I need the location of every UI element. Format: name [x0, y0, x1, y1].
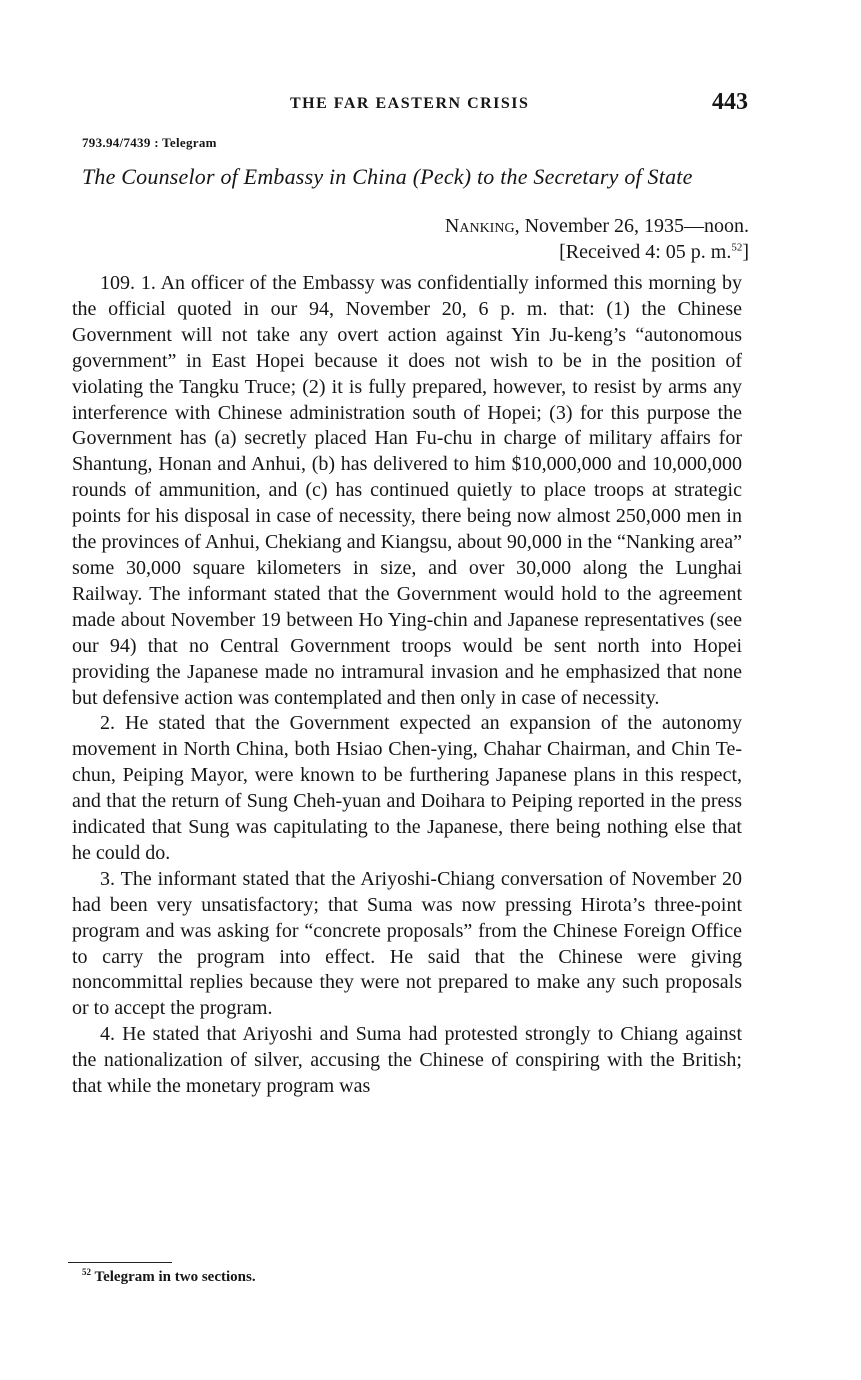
dateline-place: Nanking — [444, 215, 515, 237]
paragraph-3: 3. The informant stated that the Ariyoshi-Chiang conversation of November 20 had been very unsatisfactory; that Suma was now pressing Hirota’s three-point program and was asking for “concrete proposals” from the Chinese Foreign Office to carry the program into effect. He said that the Chinese were giving noncommittal replies because they were not prepared to make any such proposals or to accept the program. — [72, 867, 742, 1020]
paragraph-2: 2. He stated that the Government expected an expansion of the autonomy movement in North China, both Hsiao Chen-ying, Chahar Chairman, and Chin Te-chun, Peiping Mayor, were known to be furthering Japanese plans in this respect, and that the return of Sung Cheh-yuan and Doihara to Peiping reported in the press indicated that Sung was capitulating to the Japanese, there being nothing else that he could do. — [72, 712, 742, 864]
footnote — [82, 1269, 256, 1286]
dateline-place-date — [445, 213, 749, 239]
telegram-body — [72, 271, 742, 1100]
document-heading: The Counselor of Embassy in China (Peck) to the Secretary of State — [82, 164, 693, 189]
received-close: ] — [742, 241, 749, 263]
running-head — [0, 89, 861, 122]
footnote-divider — [68, 1262, 172, 1263]
footnote-text: Telegram in two sections. — [91, 1269, 256, 1285]
file-number: 793.94/7439 : Telegram — [82, 135, 217, 150]
received-text: [Received 4: 05 p. m. — [559, 241, 732, 263]
page-number: 443 — [712, 89, 748, 115]
running-title: THE FAR EASTERN CRISIS — [290, 95, 530, 112]
dateline-received — [445, 239, 749, 265]
footnote-marker: 52 — [731, 241, 743, 254]
dateline-date: , November 26, 1935—noon. — [514, 215, 749, 237]
paragraph-1: 109. 1. An officer of the Embassy was confidentially informed this morning by the official quoted in our 94, November 20, 6 p. m. that: (1) the Chinese Government will not take any overt action against Yin Ju-keng’s “autonomous government” in East Hopei because it does not wish to be in the position of violating the Tangku Truce; (2) it is fully prepared, however, to resist by arms any interference with Chinese administration south of Hopei; (3) for this purpose the Government has (a) secretly placed Han Fu-chu in charge of military affairs for Shantung, Honan and Anhui, (b) has delivered to him $10,000,000 and 10,000,000 rounds of ammunition, and (c) has continued quietly to place troops at strategic points for his disposal in case of necessity, there being now almost 250,000 men in the provinces of Anhui, Chekiang and Kiangsu, about 90,000 in the “Nanking area” some 30,000 square kilometers in size, and over 30,000 along the Lunghai Railway. The informant stated that the Government would hold to the agreement made about November 19 between Ho Ying-chin and Japanese representatives (see our 94) that no Central Government troops would be sent north into Hopei providing the Japanese made no intramural invasion and he emphasized that none but defensive action was contemplated and then only in case of necessity. — [72, 272, 742, 709]
dateline — [445, 213, 749, 265]
paragraph-4: 4. He stated that Ariyoshi and Suma had protested strongly to Chiang against the nationalization of silver, accusing the Chinese of conspiring with the British; that while the monetary program was — [72, 1023, 742, 1098]
footnote-number: 52 — [82, 1267, 91, 1277]
